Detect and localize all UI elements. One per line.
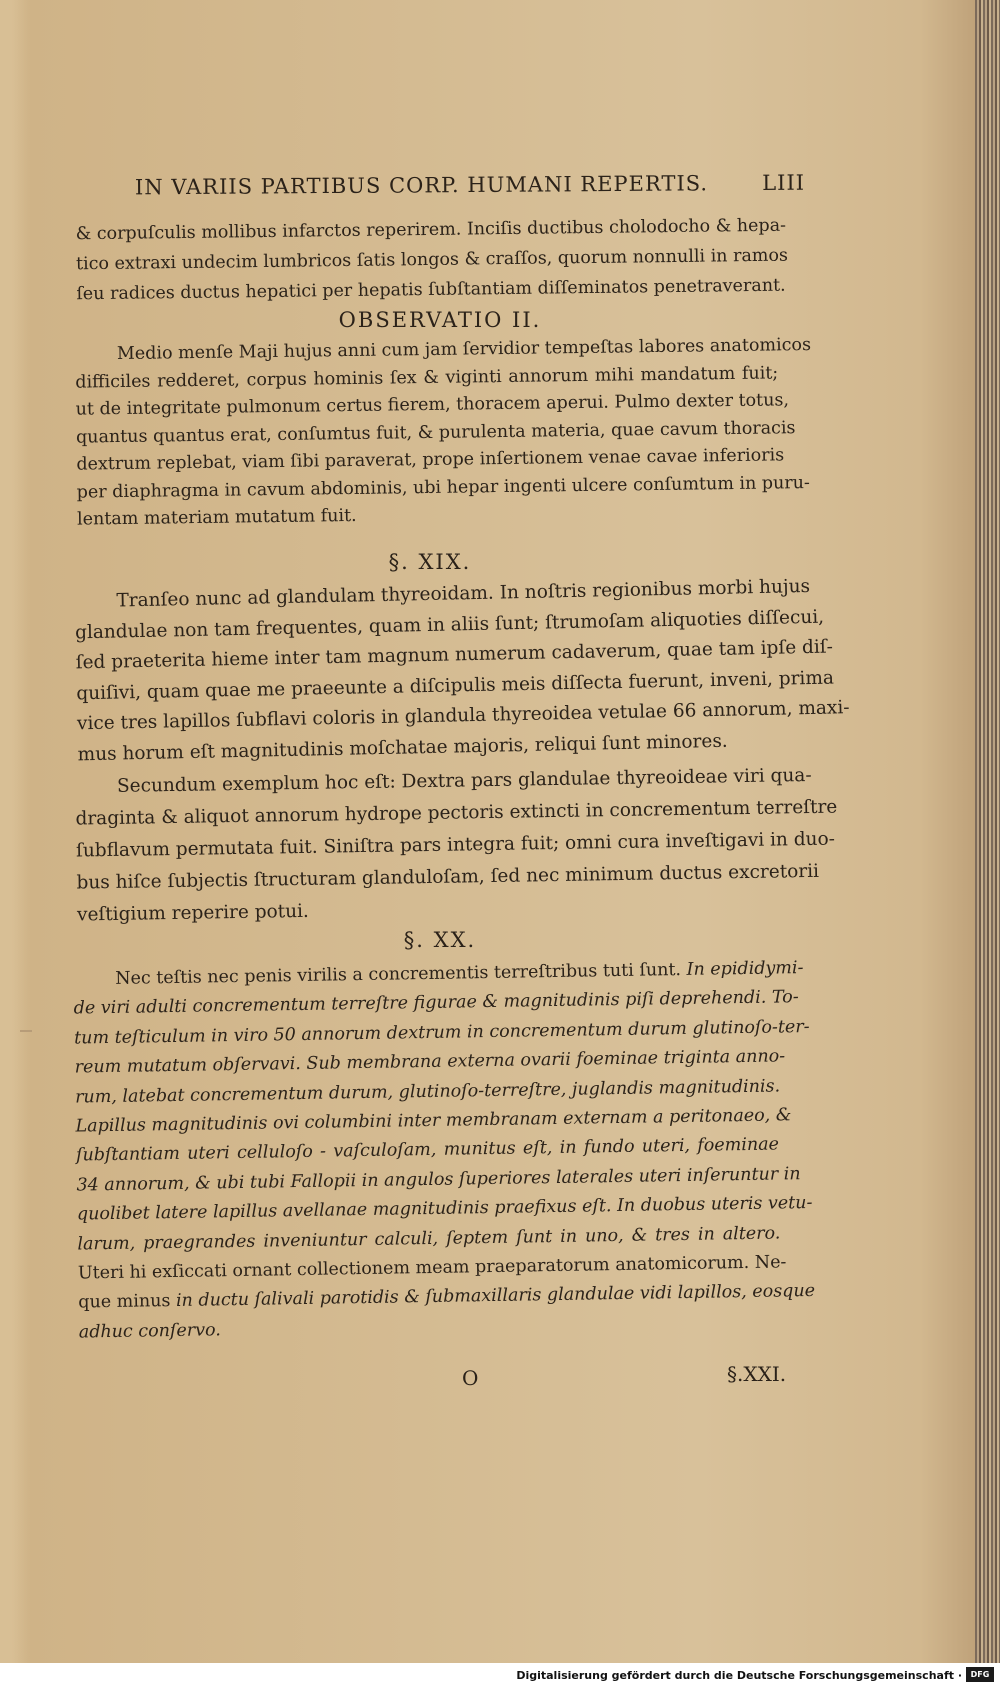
paragraph-second-example — [75, 760, 838, 931]
section-heading-xx: §. XX. — [403, 928, 477, 952]
text-line: veſtigium reperire potui. — [76, 900, 310, 926]
text-line: Tranſeo nunc ad glandulam thyreoidam. In noſtris regionibus morbi hujus — [116, 575, 811, 612]
text-line: Secundum exemplum hoc eſt: Dextra pars glandulae thyreoideae viri qua- — [116, 764, 812, 797]
text-line: Uteri hi exſiccati ornant collectionem meam praeparatorum anatomicorum. Ne- — [77, 1252, 787, 1284]
observation-heading: OBSERVATIO II. — [338, 308, 542, 332]
header-title: IN VARIIS PARTIBUS CORP. HUMANI REPERTIS. — [134, 171, 709, 200]
text-line-italic: adhuc conſervo. — [78, 1320, 221, 1343]
text-line-italic: Lapillus magnitudinis ovi columbini inter membranam externam a peritonaeo, & — [75, 1105, 792, 1137]
text-line-italic: quolibet latere lapillus avellanae magnitudinis praefixus eſt. In duobus uteris vetu- — [76, 1193, 813, 1225]
text-line-italic: tum teſticulum in viro 50 annorum dextrum in concrementum durum glutinoſo-ter- — [74, 1016, 810, 1049]
paragraph-observation — [75, 332, 812, 534]
text-line: ſubflavum permutata fuit. Siniſtra pars integra fuit; omni cura inveſtigavi in duo- — [75, 828, 836, 862]
text-line: mus horum eſt magnitudinis moſchatae majoris, reliqui ſunt minores. — [77, 730, 728, 765]
text-italic: In epididymi- — [686, 958, 804, 980]
catchword: §.XXI. — [727, 1362, 787, 1386]
text-line: glandulae non tam frequentes, quam in aliis ſunt; ſtrumoſam aliquoties diſſecui, — [74, 606, 825, 643]
text-line: bus hiſce ſubjectis ſtructuram glanduloſam, ſed nec minimum ductus excretorii — [76, 860, 820, 894]
book-edge — [975, 0, 1000, 1663]
text-line-italic: de viri adulti concrementum terreſtre figurae & magnitudinis piſi deprehendi. To- — [73, 987, 799, 1019]
text-line: difficiles redderet, corpus hominis ſex & viginti annorum mihi mandatum fuit; — [75, 362, 779, 393]
paragraph-concrements — [73, 955, 816, 1348]
text-roman: Nec teſtis nec penis virilis a concrementis terreſtribus tuti ſunt. — [115, 959, 682, 989]
section-heading-xix: §. XIX. — [388, 550, 472, 574]
text-line: lentam materiam mutatum fuit. — [76, 505, 357, 530]
text-line: Medio menſe Maji hujus anni cum jam ſervidior tempeſtas labores anatomicos — [116, 334, 812, 365]
signature-mark: O — [462, 1366, 479, 1390]
paper-mark — [20, 1030, 32, 1032]
running-header — [135, 170, 805, 201]
text-line: draginta & aliquot annorum hydrope pectoris extincti in concrementum terreſtre — [75, 796, 838, 830]
text-line-italic: 34 annorum, & ubi tubi Fallopii in angulos ſuperiores laterales uteri inſeruntur in — [76, 1163, 801, 1196]
text-line: quiſivi, quam quae me praeeunte a diſcipulis meis diſſecta fuerunt, inveni, prima — [76, 666, 835, 704]
text-line: ſeu radices ductus hepatici per hepatis ſubſtantiam diſſeminatos penetraverant. — [76, 275, 786, 305]
text-line: quantus quantus erat, conſumtus fuit, & purulenta materia, quae cavum thoracis — [75, 417, 796, 448]
text-line-italic: reum mutatum obſervavi. Sub membrana externa ovarii foeminae triginta anno- — [74, 1046, 786, 1078]
funding-note: Digitalisierung gefördert durch die Deutsche Forschungsgemeinschaft · — [516, 1669, 962, 1682]
text-line: ſed praeterita hieme inter tam magnum numerum cadaverum, quae tam ipſe diſ- — [75, 636, 834, 674]
text-italic: in ductu ſalivali parotidis & ſubmaxillaris glandulae vidi lapillos, eosque — [175, 1281, 816, 1312]
text-line: & corpuſculis mollibus infarctos reperirem. Inciſis ductibus cholodocho & hepa- — [75, 215, 787, 245]
text-line: vice tres lapillos ſubflavi coloris in glandula thyreoidea vetulae 66 annorum, maxi- — [76, 697, 850, 735]
paragraph-0 — [75, 211, 789, 310]
text-line: dextrum replebat, viam ſibi paraverat, prope inſertionem venae cavae inferioris — [76, 445, 785, 475]
text-line: ut de integritate pulmonum certus fierem, thoracem aperui. Pulmo dexter totus, — [75, 390, 790, 420]
text-line-italic: rum, latebat concrementum durum, glutinoſo-terreſtre, juglandis magnitudinis. — [74, 1076, 781, 1108]
dfg-logo: DFG — [966, 1667, 994, 1682]
page-number: LIII — [762, 170, 806, 195]
text-roman: que minus — [78, 1291, 171, 1313]
text-line-italic: ſubſtantiam uteri celluloſo - vaſculoſam, munitus eſt, in fundo uteri, foeminae — [75, 1134, 780, 1166]
text-line: tico extraxi undecim lumbricos ſatis longos & craſſos, quorum nonnulli in ramos — [75, 245, 789, 275]
text-line-italic: larum, praegrandes inveniuntur calculi, ſeptem ſunt in uno, & tres in altero. — [77, 1223, 781, 1255]
text-line: per diaphragma in cavum abdominis, ubi hepar ingenti ulcere conſumtum in puru- — [76, 472, 811, 503]
paragraph-thyroid — [74, 573, 850, 771]
